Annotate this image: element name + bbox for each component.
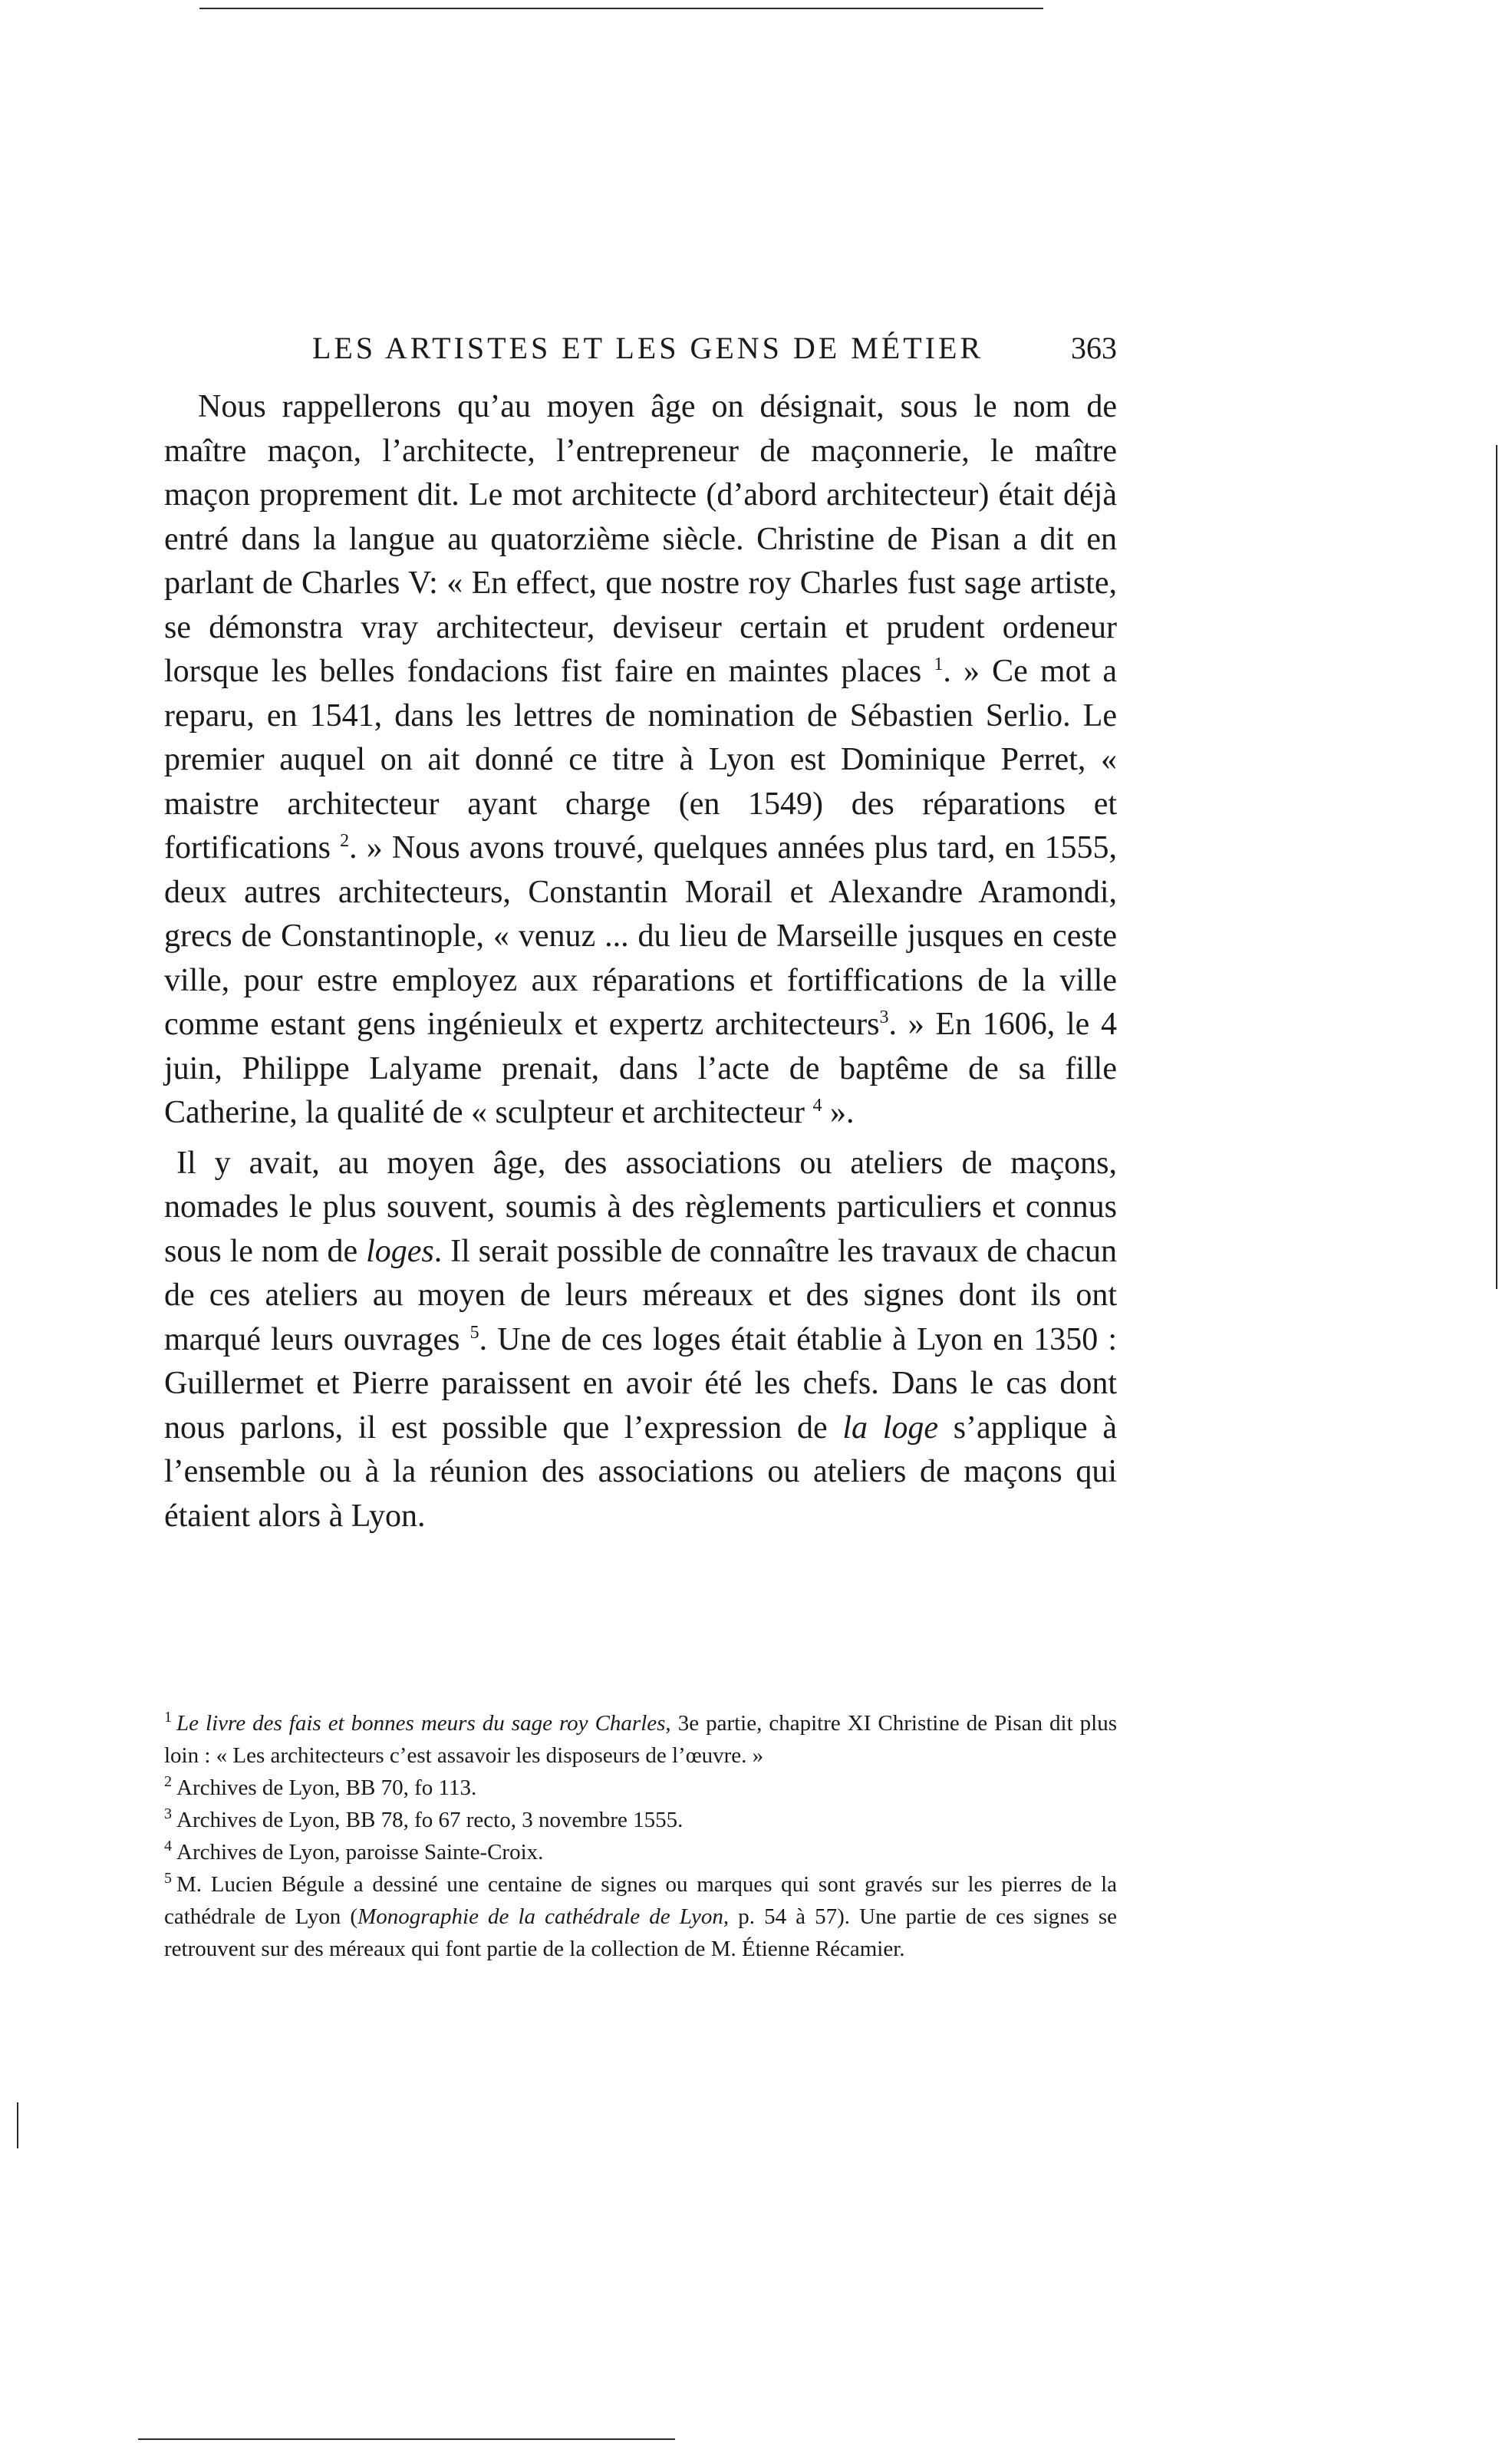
footnote-1-text: , 3e partie, chapitre XI Christine de Pisan dit plus loin : « Les architecteurs c’est assavoir les disposeurs de l’œuvre. »: [164, 1711, 1118, 1768]
paragraph-2-text-2: . Il serait possible de connaître les travaux de chacun de ces ateliers au moyen de leurs méreaux et des signes dont ils ont marqué leurs ouvrages: [164, 1233, 1118, 1357]
footnote-ref-2: 2: [340, 831, 350, 851]
footnote-4: [164, 1836, 1117, 1868]
paragraph-1-text-3: . » Nous avons trouvé, quelques années plus tard, en 1555, deux autres architecteurs, Constantin Morail et Alexandre Aramondi, grecs de Constantinople, « venuz ... du lieu de Marseille jusques en ceste ville, pour estre employez aux réparations et fortiffications de la ville comme estant gens ingénieulx et expertz architecteurs: [164, 830, 1117, 1042]
running-title: LES ARTISTES ET LES GENS DE MÉTIER: [312, 331, 984, 365]
paragraph-2-italic-2: la loge: [842, 1409, 939, 1446]
scan-edge-line-top: [199, 8, 1043, 9]
footnote-2-text: Archives de Lyon, BB 70, fo 113.: [176, 1775, 477, 1800]
scan-edge-line-left: [17, 2102, 18, 2148]
body-text: [164, 385, 1117, 1538]
footnote-3: [164, 1804, 1117, 1836]
footnote-5-text-1: M. Lucien Bégule a dessiné une centaine de signes ou marques qui sont gravés sur les pierres de la cathédrale de Lyon (: [164, 1872, 1117, 1929]
page-number: 363: [1071, 331, 1117, 365]
footnote-5-text-2: , p. 54 à 57). Une partie de ces signes se retrouvent sur des méreaux qui font partie de la collection de M. Étienne Récamier.: [164, 1904, 1117, 1961]
paragraph-1-text-1: Nous rappellerons qu’au moyen âge on désignait, sous le nom de maître maçon, l’architecte, l’entrepreneur de maçonnerie, le maître maçon proprement dit. Le mot architecte (d’abord architecteur) était déjà entré dans la langue au quatorzième siècle. Christine de Pisan a dit en parlant de Charles V: « En effect, que nostre roy Charles fust sage artiste, se démonstra vray architecteur, deviseur certain et prudent ordeneur lorsque les belles fondacions fist faire en maintes places: [164, 389, 1117, 689]
footnote-ref-4: 4: [812, 1096, 822, 1116]
paragraph-1: [164, 385, 1117, 1136]
scan-edge-line-bottom: [138, 2438, 675, 2440]
footnote-ref-1: 1: [934, 654, 944, 674]
footnote-5-title: Monographie de la cathédrale de Lyon: [357, 1904, 723, 1929]
paragraph-1-text-2: . » Ce mot a reparu, en 1541, dans les lettres de nomination de Sébastien Serlio. Le premier auquel on ait donné ce titre à Lyon est Dominique Perret, « maistre architecteur ayant charge (en 1549) des réparations et fortifications: [164, 654, 1118, 865]
footnote-1-mark: 1: [164, 1709, 172, 1726]
footnote-4-mark: 4: [164, 1838, 172, 1855]
footnote-2-mark: 2: [164, 1773, 172, 1791]
footnote-ref-3: 3: [879, 1007, 889, 1027]
footnote-1-title: Le livre des fais et bonnes meurs du sage roy Charles: [176, 1711, 666, 1736]
footnote-5: [164, 1868, 1117, 1965]
footnote-3-mark: 3: [164, 1805, 172, 1823]
paragraph-1-text-5: ».: [822, 1095, 855, 1130]
footnote-1: [164, 1707, 1117, 1772]
footnote-5-mark: 5: [164, 1870, 172, 1888]
footnote-2: [164, 1772, 1117, 1804]
scan-edge-line-right: [1496, 445, 1497, 1289]
footnotes: [164, 1707, 1117, 1965]
footnote-ref-5: 5: [469, 1322, 479, 1343]
paragraph-2: [164, 1142, 1117, 1539]
paragraph-2-text-4: s’applique à l’ensemble ou à la réunion des associations ou ateliers de maçons qui étaient alors à Lyon.: [164, 1409, 1118, 1534]
paragraph-2-text-3: . Une de ces loges était établie à Lyon en 1350 : Guillermet et Pierre paraissent en avoir été les chefs. Dans le cas dont nous parlons, il est possible que l’expression de: [164, 1321, 1117, 1446]
paragraph-1-text-4: . » En 1606, le 4 juin, Philippe Lalyame prenait, dans l’acte de baptême de sa fille Catherine, la qualité de « sculpteur et architecteur: [164, 1007, 1117, 1130]
footnote-3-text: Archives de Lyon, BB 78, fo 67 recto, 3 novembre 1555.: [176, 1808, 684, 1832]
running-head: [164, 330, 1117, 376]
paragraph-2-italic-1: loges: [366, 1233, 434, 1269]
paragraph-2-text-1: Il y avait, au moyen âge, des associations ou ateliers de maçons, nomades le plus souvent, soumis à des règlements particuliers et connus sous le nom de: [164, 1145, 1117, 1269]
footnote-4-text: Archives de Lyon, paroisse Sainte-Croix.: [176, 1840, 544, 1864]
